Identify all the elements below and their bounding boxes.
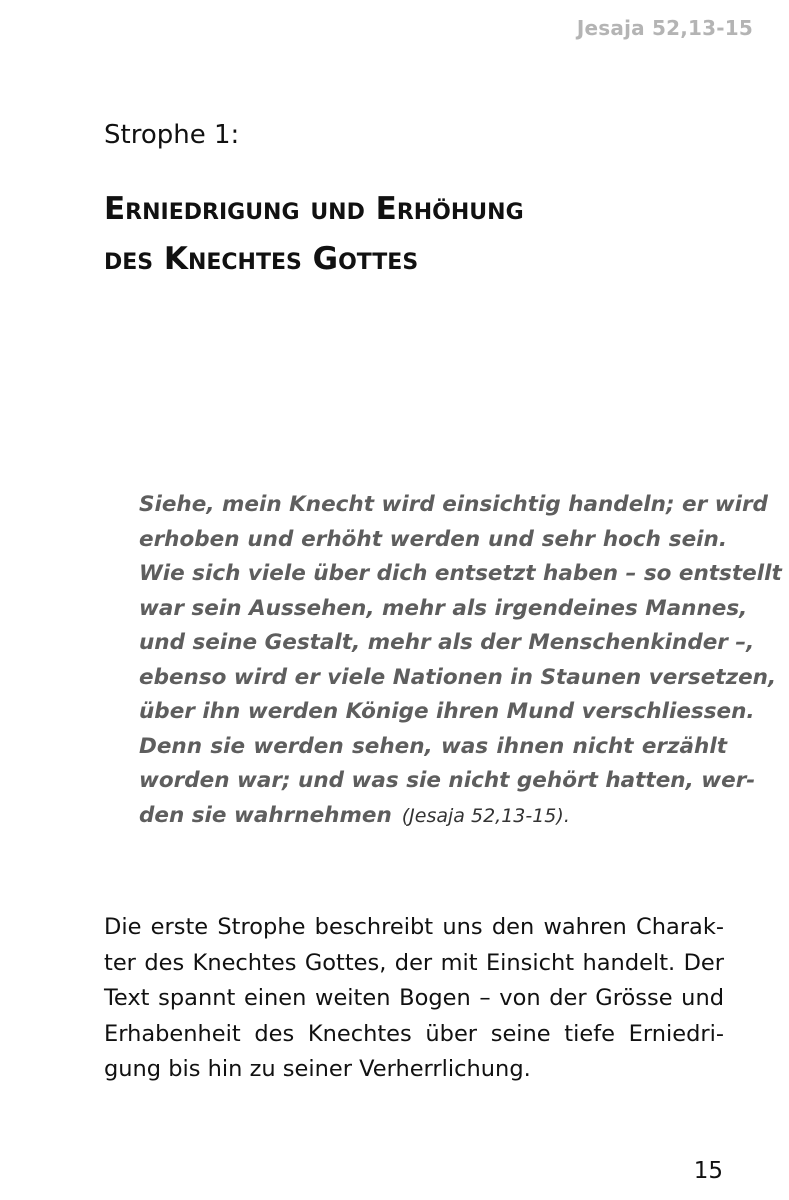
quote-line: über ihn werden Könige ihren Mund verschliessen. bbox=[139, 699, 755, 724]
quote-last-line bbox=[139, 799, 727, 834]
body-line: gung bis hin zu seiner Verherrlichung. bbox=[104, 1056, 531, 1082]
body-line: Erhabenheit des Knechtes über seine tiefe Erniedri- bbox=[104, 1020, 724, 1047]
body-line: Die erste Strophe beschreibt uns den wahren Charak- bbox=[104, 914, 724, 940]
page-number: 15 bbox=[693, 1158, 723, 1184]
quote-line: erhoben und erhöht werden und sehr hoch sein. bbox=[139, 526, 727, 552]
scripture-quote bbox=[139, 488, 782, 833]
quote-line: war sein Aussehen, mehr als irgendeines Mannes, bbox=[139, 595, 748, 621]
quote-line: Wie sich viele über dich entsetzt haben – so entstellt bbox=[139, 561, 782, 586]
running-header: Jesaja 52,13-15 bbox=[576, 16, 753, 40]
quote-line: und seine Gestalt, mehr als der Menschenkinder –, bbox=[139, 630, 755, 655]
body-line: Text spannt einen weiten Bogen – von der Grösse und bbox=[104, 985, 724, 1011]
body-line: ter des Knechtes Gottes, der mit Einsicht handelt. Der bbox=[104, 949, 724, 976]
strophe-label: Strophe 1: bbox=[104, 120, 240, 150]
quote-line: ebenso wird er viele Nationen in Staunen versetzen, bbox=[139, 664, 777, 690]
section-title bbox=[104, 184, 524, 284]
section-title-line: des Knechtes Gottes bbox=[104, 241, 419, 277]
quote-line: Siehe, mein Knecht wird einsichtig handeln; er wird bbox=[139, 492, 768, 517]
section-title-line: Erniedrigung und Erhöhung bbox=[104, 191, 524, 227]
quote-line: worden war; und was sie nicht gehört hatten, wer- bbox=[139, 768, 756, 793]
scripture-reference: (Jesaja 52,13-15). bbox=[401, 804, 570, 827]
quote-line: Denn sie werden sehen, was ihnen nicht erzählt bbox=[139, 733, 727, 759]
body-paragraph bbox=[104, 910, 724, 1088]
quote-line: den sie wahrnehmen bbox=[139, 802, 392, 828]
